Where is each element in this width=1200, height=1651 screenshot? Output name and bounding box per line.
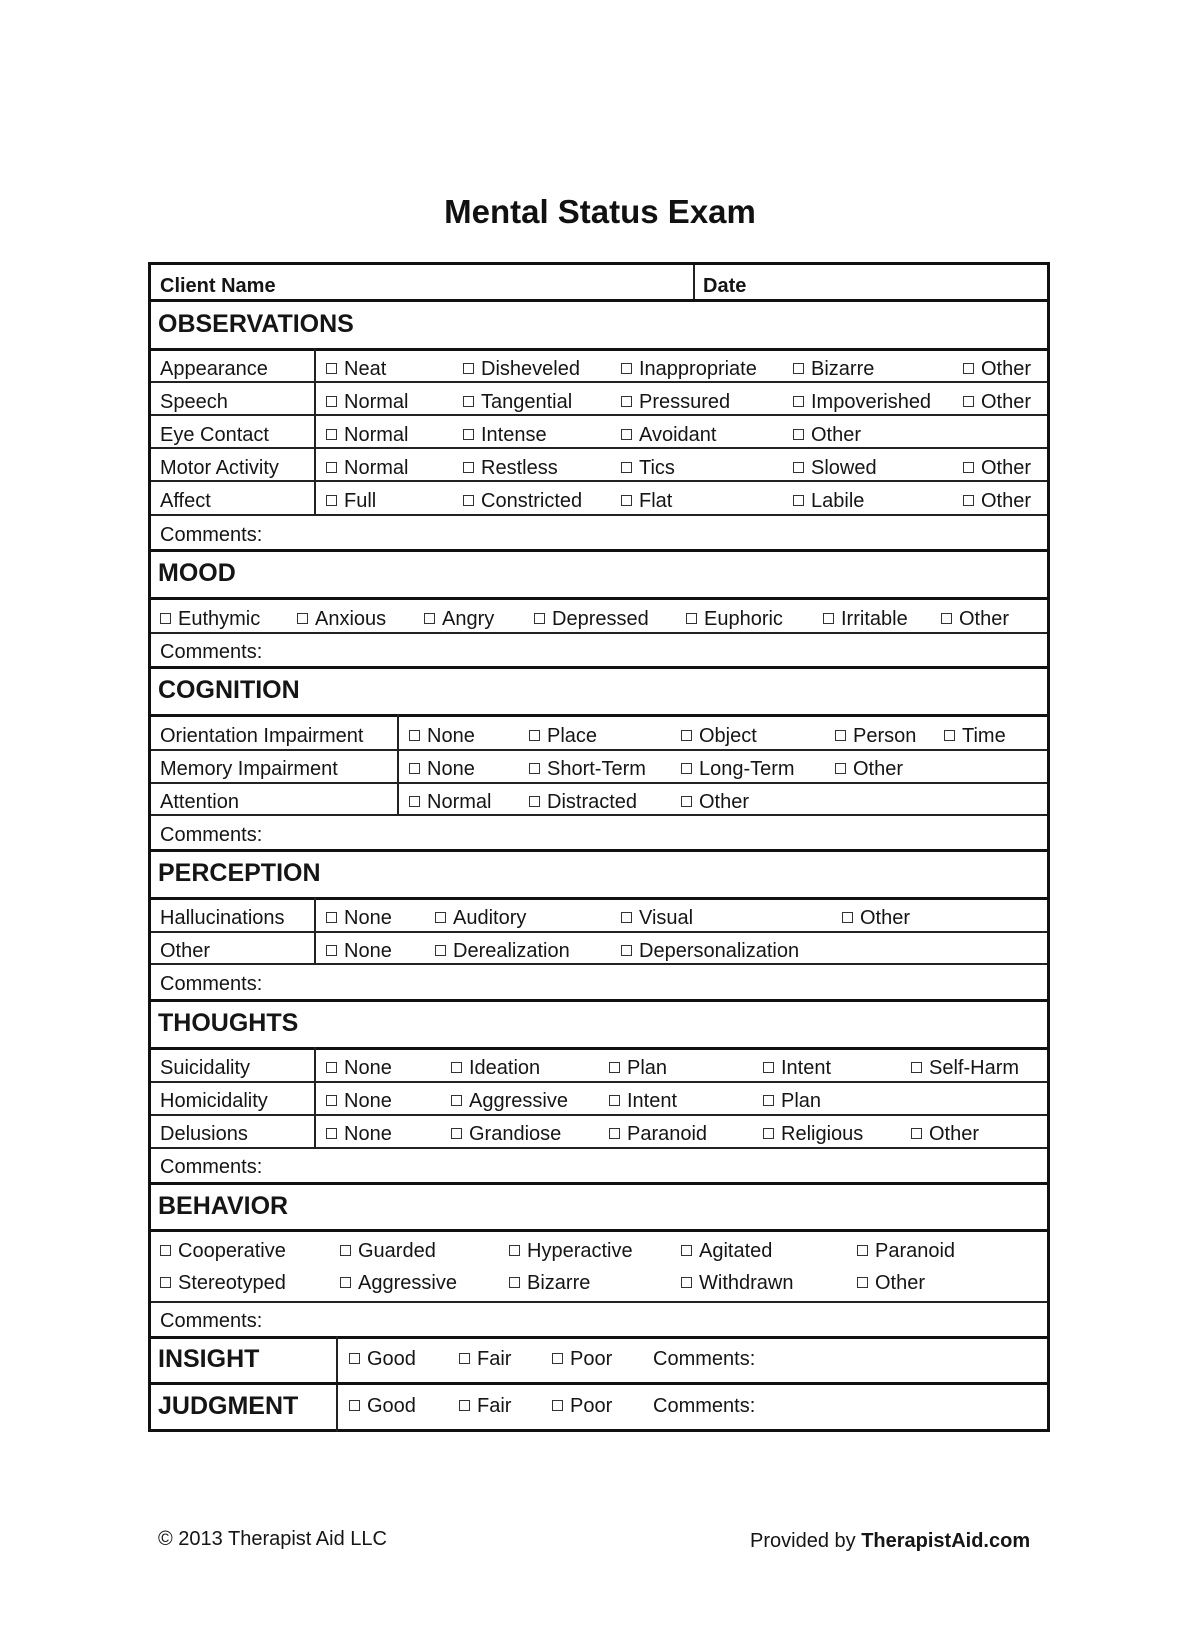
option-fair[interactable]: Fair [459,1394,511,1418]
checkbox[interactable] [911,1128,922,1139]
divider [151,348,1047,351]
option-aggressive[interactable]: Aggressive [451,1089,568,1113]
page-title: Mental Status Exam [444,193,756,230]
option-object[interactable]: Object [681,724,757,748]
checkbox[interactable] [451,1128,462,1139]
row-label-speech: Speech [160,391,228,413]
option-none[interactable]: None [326,1056,392,1080]
option-auditory[interactable]: Auditory [435,906,526,930]
option-impoverished[interactable]: Impoverished [793,390,931,414]
checkbox[interactable] [835,763,846,774]
checkbox[interactable] [459,1353,470,1364]
option-guarded[interactable]: Guarded [340,1239,436,1263]
mood-heading: MOOD [158,559,236,587]
checkbox[interactable] [326,1128,337,1139]
row-label-hallucinations: Hallucinations [160,907,285,929]
option-other[interactable]: Other [842,906,910,930]
option-other[interactable]: Other [857,1271,925,1295]
divider [151,931,1047,933]
checkbox[interactable] [763,1128,774,1139]
option-constricted[interactable]: Constricted [463,489,582,513]
cognition-comments[interactable]: Comments: [160,824,263,846]
option-intent[interactable]: Intent [609,1089,677,1113]
option-other[interactable]: Other [963,456,1031,480]
option-fair[interactable]: Fair [459,1347,511,1371]
checkbox[interactable] [793,462,804,473]
option-self-harm[interactable]: Self-Harm [911,1056,1019,1080]
option-distracted[interactable]: Distracted [529,790,637,814]
checkbox[interactable] [326,495,337,506]
mood-comments[interactable]: Comments: [160,641,263,663]
client-name-label: Client Name [160,275,276,297]
option-grandiose[interactable]: Grandiose [451,1122,561,1146]
option-bizarre[interactable]: Bizarre [509,1271,590,1295]
option-none[interactable]: None [409,757,475,781]
row-label-motor-activity: Motor Activity [160,457,279,479]
checkbox[interactable] [835,730,846,741]
option-other[interactable]: Other [941,607,1009,631]
checkbox[interactable] [681,1245,692,1256]
checkbox[interactable] [621,363,632,374]
divider [151,1382,1047,1385]
checkbox[interactable] [963,495,974,506]
checkbox[interactable] [941,613,952,624]
checkbox[interactable] [857,1277,868,1288]
judgment-comments[interactable]: Comments: [653,1395,756,1417]
checkbox[interactable] [621,462,632,473]
divider [151,1081,1047,1083]
divider [151,514,1047,516]
row-label-homicidality: Homicidality [160,1090,268,1112]
divider [151,1336,1047,1339]
checkbox[interactable] [326,462,337,473]
divider [151,814,1047,816]
option-anxious[interactable]: Anxious [297,607,386,631]
option-bizarre[interactable]: Bizarre [793,357,874,381]
insight-heading: INSIGHT [158,1345,260,1373]
checkbox[interactable] [944,730,955,741]
divider [151,1147,1047,1149]
divider [151,897,1047,900]
option-irritable[interactable]: Irritable [823,607,908,631]
exam-form [148,262,1050,1432]
divider [151,447,1047,449]
checkbox[interactable] [326,1095,337,1106]
checkbox[interactable] [963,363,974,374]
option-depersonalization[interactable]: Depersonalization [621,939,799,963]
checkbox[interactable] [793,495,804,506]
divider [314,1047,316,1147]
option-other[interactable]: Other [835,757,903,781]
divider [397,714,399,814]
option-inappropriate[interactable]: Inappropriate [621,357,757,381]
option-other[interactable]: Other [911,1122,979,1146]
cognition-heading: COGNITION [158,676,300,704]
row-label-affect: Affect [160,490,211,512]
row-label-attention: Attention [160,791,239,813]
option-hyperactive[interactable]: Hyperactive [509,1239,633,1263]
checkbox[interactable] [451,1095,462,1106]
option-ideation[interactable]: Ideation [451,1056,540,1080]
checkbox[interactable] [463,429,474,440]
option-none[interactable]: None [326,1089,392,1113]
option-other[interactable]: Other [681,790,749,814]
thoughts-heading: THOUGHTS [158,1009,299,1037]
divider [693,265,695,299]
option-tangential[interactable]: Tangential [463,390,572,414]
divider [151,480,1047,482]
option-none[interactable]: None [409,724,475,748]
checkbox[interactable] [326,363,337,374]
divider [151,1182,1047,1185]
checkbox[interactable] [463,363,474,374]
divider [151,414,1047,416]
checkbox[interactable] [409,763,420,774]
option-normal[interactable]: Normal [409,790,491,814]
checkbox[interactable] [552,1400,563,1411]
option-paranoid[interactable]: Paranoid [857,1239,955,1263]
option-intense[interactable]: Intense [463,423,547,447]
checkbox[interactable] [326,1062,337,1073]
checkbox[interactable] [621,912,632,923]
divider [151,1229,1047,1232]
checkbox[interactable] [963,396,974,407]
option-person[interactable]: Person [835,724,916,748]
option-tics[interactable]: Tics [621,456,675,480]
checkbox[interactable] [681,730,692,741]
option-normal[interactable]: Normal [326,456,408,480]
checkbox[interactable] [842,912,853,923]
checkbox[interactable] [435,912,446,923]
checkbox[interactable] [451,1062,462,1073]
checkbox[interactable] [793,363,804,374]
row-label-orientation-impairment: Orientation Impairment [160,725,364,747]
checkbox[interactable] [463,462,474,473]
row-label-memory-impairment: Memory Impairment [160,758,338,780]
option-angry[interactable]: Angry [424,607,494,631]
checkbox[interactable] [326,429,337,440]
checkbox[interactable] [326,396,337,407]
checkbox[interactable] [409,730,420,741]
checkbox[interactable] [424,613,435,624]
option-normal[interactable]: Normal [326,390,408,414]
option-avoidant[interactable]: Avoidant [621,423,716,447]
option-poor[interactable]: Poor [552,1347,612,1371]
option-derealization[interactable]: Derealization [435,939,570,963]
option-cooperative[interactable]: Cooperative [160,1239,286,1263]
divider [151,549,1047,552]
checkbox[interactable] [349,1353,360,1364]
checkbox[interactable] [609,1062,620,1073]
row-label-appearance: Appearance [160,358,268,380]
insight-comments[interactable]: Comments: [653,1348,756,1370]
checkbox[interactable] [160,1245,171,1256]
checkbox[interactable] [529,796,540,807]
option-good[interactable]: Good [349,1347,416,1371]
option-short-term[interactable]: Short-Term [529,757,646,781]
checkbox[interactable] [911,1062,922,1073]
divider [151,381,1047,383]
option-other[interactable]: Other [793,423,861,447]
observations-comments[interactable]: Comments: [160,524,263,546]
divider [151,1114,1047,1116]
checkbox[interactable] [509,1245,520,1256]
checkbox[interactable] [621,429,632,440]
date-label: Date [703,275,747,297]
divider [151,632,1047,634]
checkbox[interactable] [621,495,632,506]
judgment-heading: JUDGMENT [158,1392,299,1420]
option-none[interactable]: None [326,939,392,963]
option-withdrawn[interactable]: Withdrawn [681,1271,793,1295]
option-euphoric[interactable]: Euphoric [686,607,783,631]
checkbox[interactable] [686,613,697,624]
perception-comments[interactable]: Comments: [160,973,263,995]
option-poor[interactable]: Poor [552,1394,612,1418]
option-religious[interactable]: Religious [763,1122,863,1146]
option-aggressive[interactable]: Aggressive [340,1271,457,1295]
option-time[interactable]: Time [944,724,1006,748]
checkbox[interactable] [681,796,692,807]
checkbox[interactable] [763,1095,774,1106]
copyright-text: © 2013 Therapist Aid LLC [158,1528,387,1550]
option-flat[interactable]: Flat [621,489,672,513]
divider [151,597,1047,600]
checkbox[interactable] [609,1095,620,1106]
option-none[interactable]: None [326,906,392,930]
behavior-heading: BEHAVIOR [158,1192,289,1220]
checkbox[interactable] [552,1353,563,1364]
option-disheveled[interactable]: Disheveled [463,357,580,381]
checkbox[interactable] [435,945,446,956]
option-other[interactable]: Other [963,357,1031,381]
divider [151,782,1047,784]
row-label-eye-contact: Eye Contact [160,424,269,446]
option-slowed[interactable]: Slowed [793,456,877,480]
divider [151,849,1047,852]
divider [151,999,1047,1002]
divider [151,963,1047,965]
option-neat[interactable]: Neat [326,357,386,381]
option-stereotyped[interactable]: Stereotyped [160,1271,286,1295]
checkbox[interactable] [509,1277,520,1288]
option-other[interactable]: Other [963,390,1031,414]
observations-heading: OBSERVATIONS [158,310,354,338]
row-label-delusions: Delusions [160,1123,248,1145]
divider [151,1047,1047,1050]
option-euthymic[interactable]: Euthymic [160,607,260,631]
divider [151,299,1047,302]
checkbox[interactable] [409,796,420,807]
option-plan[interactable]: Plan [609,1056,667,1080]
option-restless[interactable]: Restless [463,456,558,480]
checkbox[interactable] [340,1277,351,1288]
option-normal[interactable]: Normal [326,423,408,447]
checkbox[interactable] [529,730,540,741]
option-paranoid[interactable]: Paranoid [609,1122,707,1146]
checkbox[interactable] [326,912,337,923]
checkbox[interactable] [340,1245,351,1256]
divider [151,714,1047,717]
divider [151,749,1047,751]
provided-by-label: Provided by [750,1530,856,1552]
divider [314,348,316,514]
checkbox[interactable] [459,1400,470,1411]
option-visual[interactable]: Visual [621,906,693,930]
checkbox[interactable] [326,945,337,956]
option-place[interactable]: Place [529,724,597,748]
option-agitated[interactable]: Agitated [681,1239,772,1263]
divider [151,666,1047,669]
checkbox[interactable] [463,495,474,506]
checkbox[interactable] [160,1277,171,1288]
checkbox[interactable] [681,763,692,774]
option-pressured[interactable]: Pressured [621,390,730,414]
option-plan[interactable]: Plan [763,1089,821,1113]
checkbox[interactable] [963,462,974,473]
option-depressed[interactable]: Depressed [534,607,649,631]
provided-by [750,1530,1030,1553]
row-label-other: Other [160,940,211,962]
checkbox[interactable] [534,613,545,624]
checkbox[interactable] [609,1128,620,1139]
checkbox[interactable] [349,1400,360,1411]
option-none[interactable]: None [326,1122,392,1146]
checkbox[interactable] [793,429,804,440]
thoughts-comments[interactable]: Comments: [160,1156,263,1178]
checkbox[interactable] [793,396,804,407]
option-labile[interactable]: Labile [793,489,864,513]
checkbox[interactable] [297,613,308,624]
option-full[interactable]: Full [326,489,376,513]
checkbox[interactable] [763,1062,774,1073]
checkbox[interactable] [621,945,632,956]
row-label-suicidality: Suicidality [160,1057,251,1079]
checkbox[interactable] [857,1245,868,1256]
checkbox[interactable] [160,613,171,624]
site-link[interactable]: TherapistAid.com [861,1530,1031,1552]
checkbox[interactable] [463,396,474,407]
option-long-term[interactable]: Long-Term [681,757,795,781]
option-other[interactable]: Other [963,489,1031,513]
checkbox[interactable] [529,763,540,774]
divider [314,897,316,963]
checkbox[interactable] [621,396,632,407]
divider [151,1301,1047,1303]
perception-heading: PERCEPTION [158,859,321,887]
checkbox[interactable] [681,1277,692,1288]
option-intent[interactable]: Intent [763,1056,831,1080]
checkbox[interactable] [823,613,834,624]
behavior-comments[interactable]: Comments: [160,1310,263,1332]
option-good[interactable]: Good [349,1394,416,1418]
